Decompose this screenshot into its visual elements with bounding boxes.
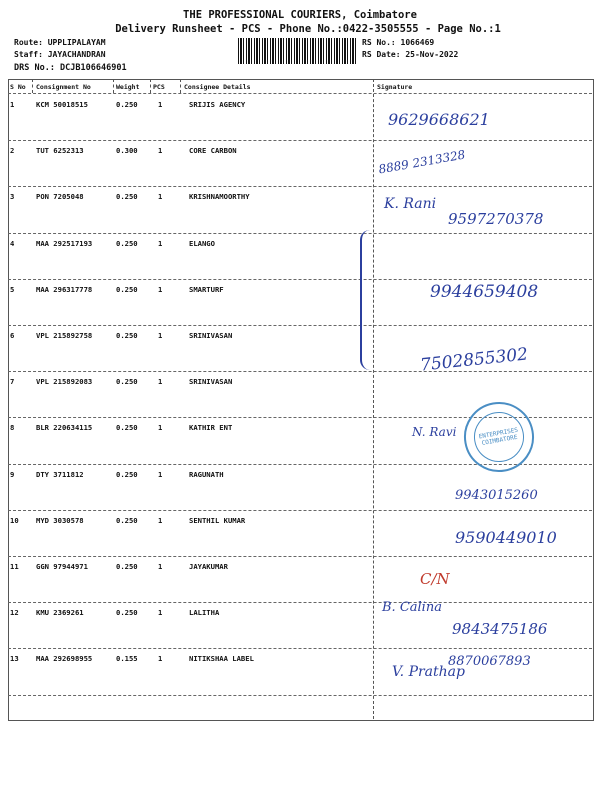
col-divider: [180, 79, 181, 93]
signature-9-phone: 9943015260: [455, 488, 538, 503]
cell-weight: 0.250: [116, 562, 138, 571]
row-divider: [8, 695, 592, 696]
cell-consignment-no: VPL 215892083: [36, 377, 93, 387]
cell-consignment-no: GGN 97944971: [36, 562, 88, 571]
rs-number: RS No.: 1066469: [362, 38, 435, 47]
cell-sno: 8: [10, 423, 15, 433]
cell-consignment-no: TUT 6252313: [36, 146, 84, 156]
row-divider: [8, 186, 592, 187]
cell-weight: 0.250: [116, 238, 138, 248]
table-row: [0, 146, 600, 192]
signature-7-phone: 7502855302: [419, 344, 529, 376]
row-divider: [8, 510, 592, 511]
cell-sno: 6: [10, 331, 15, 340]
cell-consignee: NITIKSHAA LABEL: [189, 654, 254, 664]
signature-12-name: B. Calina: [382, 600, 442, 615]
cell-consignee: ELANGO: [189, 238, 215, 248]
cell-pcs: 1: [158, 654, 163, 664]
header-weight: Weight: [116, 83, 140, 91]
cell-weight: 0.250: [116, 377, 138, 387]
cell-pcs: 1: [158, 608, 163, 618]
cell-sno: 12: [10, 608, 19, 618]
cell-consignment-no: MAA 292698955: [36, 654, 93, 664]
cell-weight: 0.250: [116, 469, 138, 479]
drs-number: DRS No.: DCJB106646901: [14, 63, 127, 73]
cell-consignment-no: KMU 2369261: [36, 608, 84, 618]
header-consignee: Consignee Details: [184, 83, 251, 91]
cell-sno: 11: [10, 562, 19, 571]
header-consignment: Consignment No: [36, 83, 91, 91]
cell-weight: 0.300: [116, 146, 138, 156]
cell-sno: 13: [10, 654, 19, 664]
barcode: [238, 38, 356, 64]
cell-consignee: SMARTURF: [189, 284, 224, 294]
cell-consignee: LALITHA: [189, 608, 220, 618]
cell-consignment-no: PON 7205048: [36, 192, 84, 202]
cell-consignee: SRINIVASAN: [189, 331, 233, 340]
cell-consignment-no: KCM 50018515: [36, 100, 88, 109]
row-divider: [8, 648, 592, 649]
cell-consignee: SENTHIL KUMAR: [189, 515, 246, 525]
table-row: [0, 100, 600, 146]
cell-pcs: 1: [158, 238, 163, 248]
header-signature: Signature: [377, 83, 413, 91]
cell-pcs: 1: [158, 469, 163, 479]
cell-sno: 5: [10, 284, 15, 294]
signature-3-phone: 9597270378: [448, 210, 544, 228]
rs-date: RS Date: 25-Nov-2022: [362, 50, 459, 59]
cell-consignee: RAGUNATH: [189, 469, 224, 479]
signature-3-name: K. Rani: [384, 196, 437, 212]
row-divider: [8, 556, 592, 557]
cell-consignment-no: MAA 292517193: [36, 238, 93, 248]
cell-pcs: 1: [158, 100, 163, 109]
cell-sno: 10: [10, 515, 19, 525]
cell-consignment-no: MYD 3030578: [36, 515, 84, 525]
signature-2: 8889 2313328: [377, 147, 467, 177]
col-divider: [32, 79, 33, 93]
header-divider: [8, 93, 592, 94]
company-stamp: ENTERPRISES COIMBATORE: [458, 396, 539, 477]
cell-pcs: 1: [158, 562, 163, 571]
cell-consignee: SRINIVASAN: [189, 377, 233, 387]
cell-weight: 0.250: [116, 331, 138, 340]
signature-11: C/N: [420, 570, 450, 588]
cell-pcs: 1: [158, 515, 163, 525]
cell-consignment-no: MAA 296317778: [36, 284, 93, 294]
row-divider: [8, 371, 592, 372]
signature-12-phone: 9843475186: [452, 620, 548, 638]
row-divider: [8, 279, 592, 280]
row-divider: [8, 233, 592, 234]
bracket-mark: [360, 230, 376, 370]
cell-pcs: 1: [158, 423, 163, 433]
cell-weight: 0.250: [116, 608, 138, 618]
cell-sno: 7: [10, 377, 15, 387]
cell-sno: 9: [10, 469, 15, 479]
document-subtitle: Delivery Runsheet - PCS - Phone No.:0422-3505555 - Page No.:1: [115, 23, 501, 35]
cell-consignee: KATHIR ENT: [189, 423, 233, 433]
signature-13-phone: 8870067893: [448, 654, 531, 669]
signature-1: 9629668621: [388, 110, 490, 129]
row-divider: [8, 325, 592, 326]
cell-sno: 4: [10, 238, 15, 248]
signature-8: N. Ravi: [412, 425, 457, 439]
signature-13-name: V. Prathap: [392, 664, 465, 680]
cell-pcs: 1: [158, 284, 163, 294]
cell-weight: 0.250: [116, 423, 138, 433]
cell-consignee: CORE CARBON: [189, 146, 237, 156]
signature-10-phone: 9590449010: [455, 528, 557, 547]
cell-sno: 2: [10, 146, 15, 156]
cell-sno: 1: [10, 100, 15, 109]
cell-consignment-no: VPL 215892758: [36, 331, 93, 340]
cell-weight: 0.250: [116, 100, 138, 109]
cell-sno: 3: [10, 192, 15, 202]
table-row: [0, 239, 600, 285]
signature-5-phone: 9944659408: [430, 282, 539, 302]
cell-pcs: 1: [158, 331, 163, 340]
document-title: THE PROFESSIONAL COURIERS, Coimbatore: [183, 9, 417, 21]
cell-weight: 0.155: [116, 654, 138, 664]
cell-weight: 0.250: [116, 192, 138, 202]
cell-consignee: JAYAKUMAR: [189, 562, 228, 571]
cell-consignee: KRISHNAMOORTHY: [189, 192, 250, 202]
cell-pcs: 1: [158, 377, 163, 387]
header-sno: S No: [10, 83, 26, 91]
cell-consignee: SRIJIS AGENCY: [189, 100, 246, 109]
cell-pcs: 1: [158, 192, 163, 202]
header-pcs: PCS: [153, 83, 165, 91]
row-divider: [8, 602, 592, 603]
staff-label: Staff: JAYACHANDRAN: [14, 50, 106, 59]
col-divider: [150, 79, 151, 93]
cell-pcs: 1: [158, 146, 163, 156]
cell-weight: 0.250: [116, 284, 138, 294]
cell-consignment-no: BLR 220634115: [36, 423, 93, 433]
col-divider: [113, 79, 114, 93]
cell-weight: 0.250: [116, 515, 138, 525]
cell-consignment-no: DTY 3711812: [36, 469, 84, 479]
table-row: [0, 562, 600, 608]
row-divider: [8, 140, 592, 141]
route-label: Route: UPPLIPALAYAM: [14, 38, 106, 47]
